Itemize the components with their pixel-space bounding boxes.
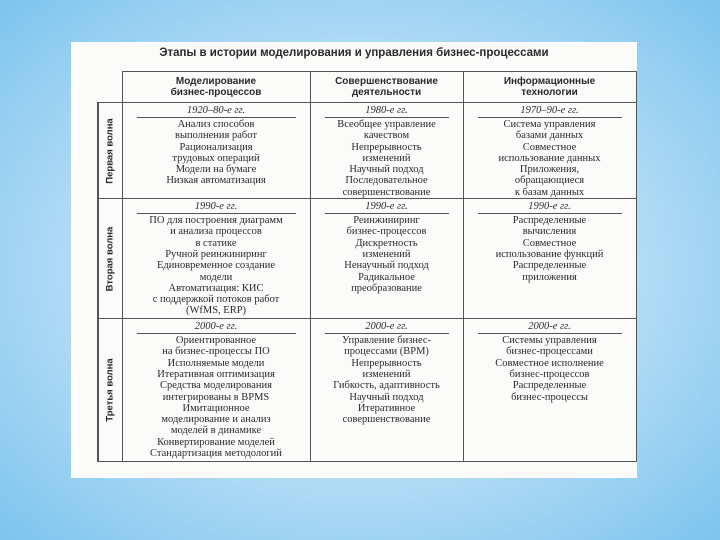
- cell-item: приложения: [522, 271, 577, 283]
- table-row: [98, 103, 636, 199]
- cell-item: Гибкость, адаптивность: [333, 380, 440, 392]
- cell-item: интегрированы в BPMS: [162, 391, 270, 403]
- era-label: 1990-е гг.: [325, 199, 449, 214]
- cell-item: совершенствование: [342, 414, 431, 426]
- cell-item: и анализа процессов: [170, 226, 262, 238]
- cell-item: Ручной реинжиниринг: [165, 248, 267, 260]
- cell-item: Всеобщее управление: [337, 119, 436, 130]
- cell-items: [311, 214, 463, 294]
- cell-item: процессами (BPM): [344, 346, 429, 358]
- era-label: 2000-е гг.: [325, 319, 449, 334]
- cell-item: бизнес-процессы: [511, 391, 588, 403]
- cell-item: Средства моделирования: [160, 380, 272, 392]
- cell-item: Имитационное: [182, 402, 250, 414]
- cell-items: [123, 214, 310, 317]
- column-header: Совершенствование деятельности: [310, 72, 463, 103]
- cell-item: Непрерывность: [351, 357, 422, 369]
- cell-items: [123, 118, 310, 187]
- cell-item: Совместное: [522, 237, 577, 249]
- column-header: Информационные технологии: [463, 72, 636, 103]
- table-cell: [463, 199, 636, 319]
- table-row: [98, 319, 636, 462]
- document-page: [71, 42, 637, 478]
- cell-item: Приложения,: [519, 164, 580, 176]
- cell-item: Распределенные: [512, 380, 587, 392]
- cell-item: Последовательное: [345, 175, 428, 187]
- cell-item: изменений: [362, 368, 411, 380]
- cell-item: вычисления: [522, 226, 577, 238]
- cell-item: Итеративное: [357, 402, 416, 414]
- cell-item: моделей в динамике: [170, 425, 262, 437]
- cell-item: базами данных: [515, 130, 584, 142]
- cell-item: Совместное исполнение: [495, 357, 604, 369]
- wave-cell: [98, 199, 122, 319]
- wave-cell: [98, 319, 122, 462]
- wave-cell: [98, 103, 122, 199]
- cell-item: с поддержкой потоков работ: [152, 294, 280, 306]
- cell-item: Управление бизнес-: [341, 335, 432, 347]
- cell-item: бизнес-процессов: [509, 368, 590, 380]
- cell-item: Модели на бумаге: [175, 164, 257, 176]
- cell-item: Научный подход: [349, 164, 424, 176]
- cell-items: [464, 118, 636, 198]
- cell-item: Анализ способов: [177, 119, 255, 130]
- column-header: Моделирование бизнес-процессов: [122, 72, 310, 103]
- header-corner: [98, 72, 122, 103]
- table-cell: [122, 199, 310, 319]
- cell-item: Распределенные: [512, 215, 587, 227]
- era-label: 1990-е гг.: [478, 199, 622, 214]
- cell-item: бизнес-процессов: [346, 226, 427, 238]
- cell-item: бизнес-процессами: [506, 346, 593, 358]
- cell-item: использование данных: [498, 152, 601, 164]
- cell-item: Непрерывность: [351, 141, 422, 153]
- cell-item: модели: [199, 271, 233, 283]
- table-cell: [122, 319, 310, 462]
- cell-item: Единовременное создание: [156, 260, 276, 272]
- history-table: [97, 71, 637, 462]
- cell-item: преобразование: [351, 282, 422, 294]
- cell-items: [311, 118, 463, 198]
- cell-item: Стандартизация методологий: [150, 448, 282, 460]
- cell-items: [464, 334, 636, 403]
- table-cell: [122, 103, 310, 199]
- cell-items: [123, 334, 310, 459]
- cell-item: Исполняемые модели: [167, 357, 265, 369]
- cell-item: Ненаучный подход: [344, 260, 429, 272]
- cell-item: Системы управления: [502, 335, 597, 347]
- table-cell: [310, 199, 463, 319]
- cell-item: совершенствование: [342, 186, 431, 198]
- table-cell: [310, 103, 463, 199]
- cell-item: ПО для построения диаграмм: [149, 215, 283, 227]
- document-title: Этапы в истории моделирования и управления бизнес-процессами: [159, 47, 549, 59]
- cell-item: использование функций: [495, 248, 604, 260]
- cell-item: Конвертирование моделей: [157, 436, 275, 448]
- wave-label: Вторая волна: [104, 226, 116, 291]
- cell-item: к базам данных: [514, 186, 585, 198]
- cell-item: моделирование и анализ: [161, 414, 271, 426]
- wave-label: Первая волна: [104, 117, 116, 184]
- era-label: 1980-е гг.: [325, 103, 449, 118]
- cell-item: Радикальное: [358, 271, 415, 283]
- era-label: 1970–90-е гг.: [478, 103, 622, 118]
- era-label: 2000-е гг.: [478, 319, 622, 334]
- cell-item: Рационализация: [179, 141, 253, 153]
- era-label: 2000-е гг.: [137, 319, 296, 334]
- cell-item: Ориентированное: [175, 335, 257, 347]
- table-cell: [463, 103, 636, 199]
- table-cell: [463, 319, 636, 462]
- cell-items: [464, 214, 636, 283]
- cell-item: в статике: [195, 237, 237, 249]
- cell-item: изменений: [362, 248, 411, 260]
- cell-item: трудовых операций: [172, 152, 260, 164]
- era-label: 1920–80-е гг.: [137, 103, 296, 118]
- wave-label: Третья волна: [104, 358, 116, 422]
- cell-items: [311, 334, 463, 425]
- cell-item: Совместное: [522, 141, 577, 153]
- header-row: [98, 72, 636, 103]
- cell-item: Система управления: [503, 119, 596, 130]
- cell-item: Низкая автоматизация: [166, 175, 266, 187]
- cell-item: выполнения работ: [175, 130, 257, 142]
- table-row: [98, 199, 636, 319]
- cell-item: качеством: [363, 130, 410, 142]
- cell-item: изменений: [362, 152, 411, 164]
- cell-item: на бизнес-процессы ПО: [162, 346, 270, 358]
- cell-item: Научный подход: [349, 391, 424, 403]
- cell-item: (WfMS, ERP): [185, 305, 247, 317]
- cell-item: Итеративная оптимизация: [157, 368, 275, 380]
- era-label: 1990-е гг.: [137, 199, 296, 214]
- cell-item: Автоматизация: КИС: [168, 282, 264, 294]
- cell-item: Распределенные: [512, 260, 587, 272]
- cell-item: Реинжиниринг: [353, 215, 420, 227]
- table-cell: [310, 319, 463, 462]
- cell-item: обращающиеся: [514, 175, 585, 187]
- cell-item: Дискретность: [355, 237, 418, 249]
